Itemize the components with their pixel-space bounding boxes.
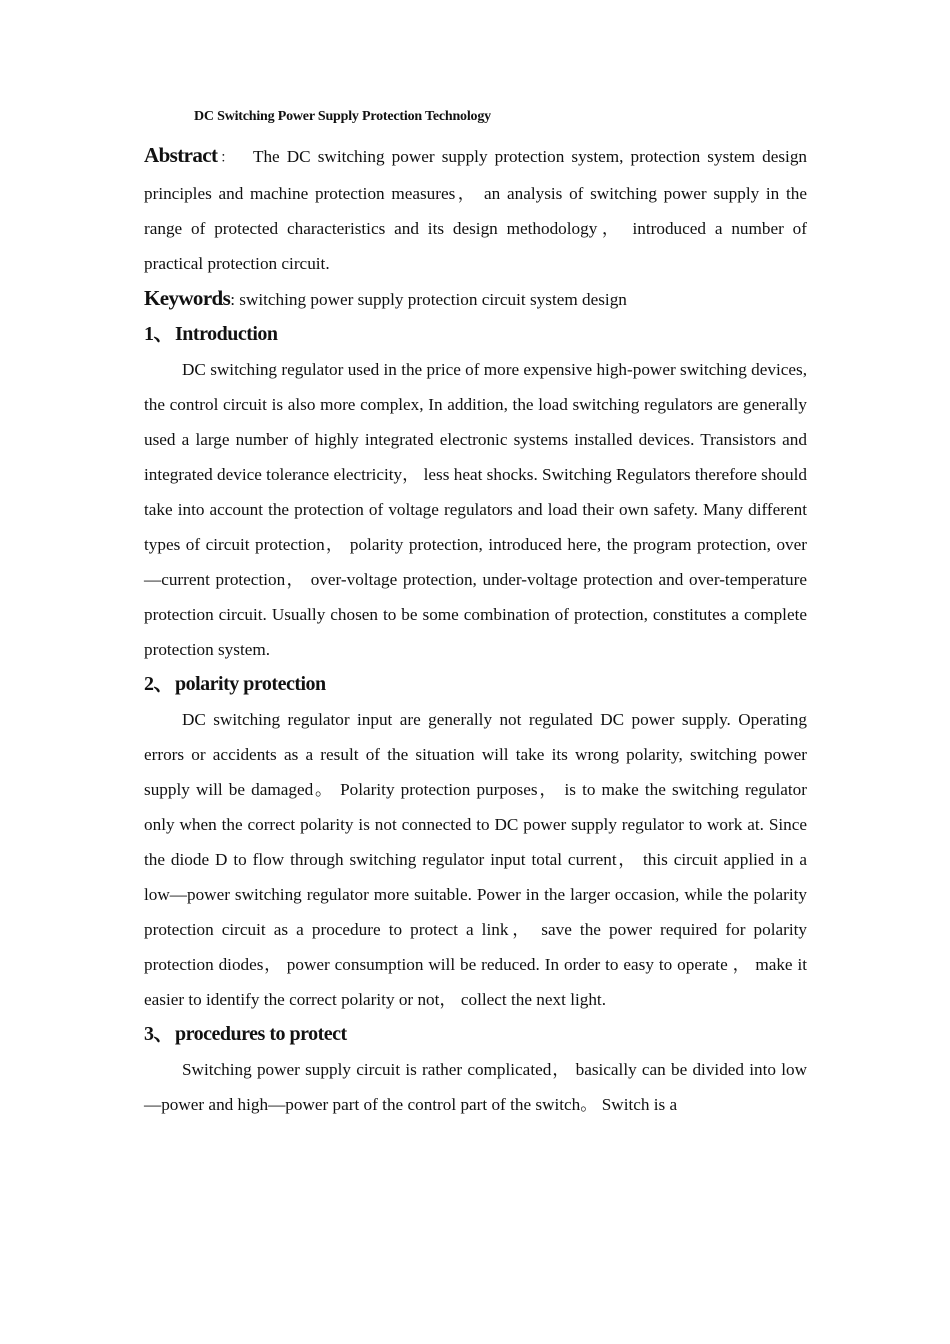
document-page [144,104,807,1122]
section-title: procedures to protect [175,1023,347,1045]
abstract-paragraph [144,138,807,281]
section-heading-polarity-protection [144,667,807,702]
section-heading-introduction [144,317,807,352]
document-title: DC Switching Power Supply Protection Technology [194,109,491,124]
section-number: 3、 [144,1023,173,1045]
section-body-polarity-protection: DC switching regulator input are generally not regulated DC power supply. Operating errors or accidents as a result of the situation will take its wrong polarity, switching power supply will be damaged。 Polarity protection purposes， is to make the switching regulator only when the correct polarity is not connected to DC power supply regulator to work at. Since the diode D to flow through switching regulator input total current， this circuit applied in a low—power switching regulator more suitable. Power in the larger occasion, while the polarity protection circuit as a procedure to protect a link， save the power required for polarity protection diodes， power consumption will be reduced. In order to easy to operate ， make it easier to identify the correct polarity or not， collect the next light. [144,710,807,1009]
abstract-text: The DC switching power supply protection system, protection system design principles and machine protection measures， an analysis of switching power supply in the range of protected characteristics and its design methodology， introduced a number of practical protection circuit. [144,147,808,273]
keywords-separator: : [230,290,240,309]
section-number: 2、 [144,673,173,695]
section-heading-procedures-to-protect [144,1017,807,1052]
keywords-text: switching power supply protection circuit system design [239,290,627,309]
section-title: Introduction [175,323,278,345]
section-body-introduction: DC switching regulator used in the price of more expensive high-power switching devices, the control circuit is also more complex, In addition, the load switching regulators are generally used a large number of highly integrated electronic systems installed devices. Transistors and integrated device tolerance electricity， less heat shocks. Switching Regulators therefore should take into account the protection of voltage regulators and load their own safety. Many different types of circuit protection， polarity protection, introduced here, the program protection, over—current protection， over-voltage protection, under-voltage protection and over-temperature protection circuit. Usually chosen to be some combination of protection, constitutes a complete protection system. [144,360,807,659]
section-body-procedures-to-protect: Switching power supply circuit is rather complicated， basically can be divided into low—power and high—power part of the control part of the switch。 Switch is a [144,1060,807,1114]
keywords-paragraph [144,281,807,317]
section-title: polarity protection [175,673,326,695]
keywords-label: Keywords [144,286,231,310]
section-number: 1、 [144,323,173,345]
abstract-label: Abstract [144,143,218,167]
abstract-separator: ： [217,151,237,166]
